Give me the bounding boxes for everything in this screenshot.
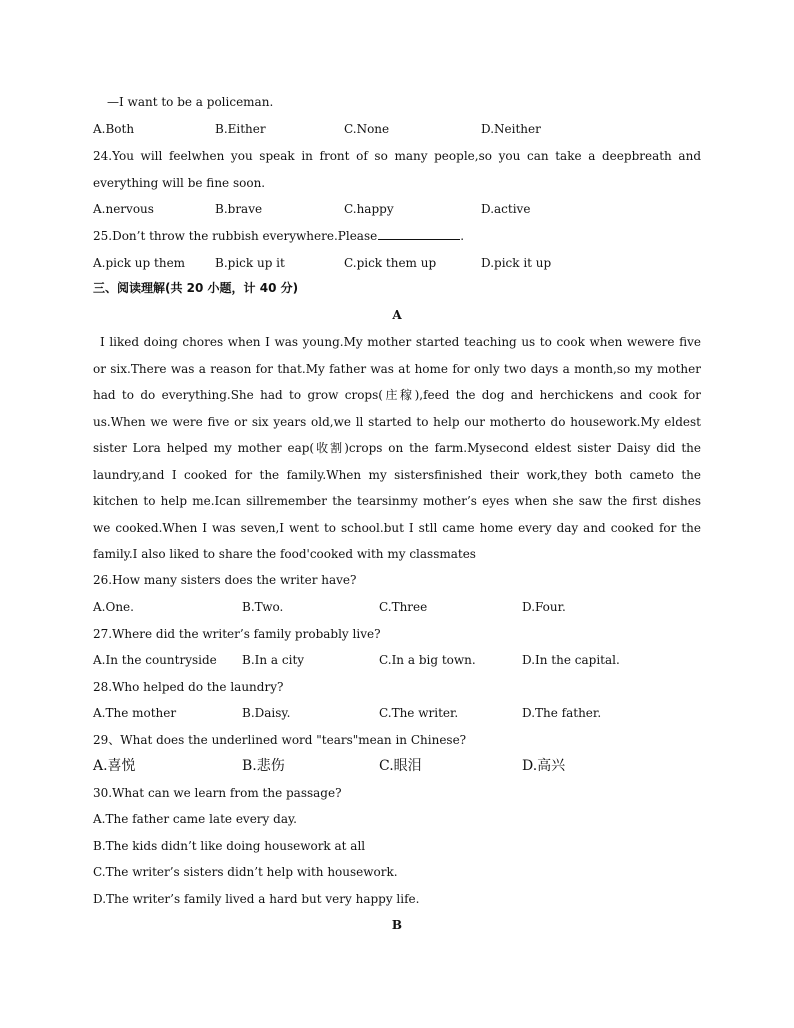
q23-option-b: B.Either <box>215 122 266 136</box>
q29-option-b: B.悲伤 <box>242 758 285 774</box>
q30-option-c: C.The writer’s sisters didn’t help with housework. <box>93 865 398 879</box>
q26-option-d: D.Four. <box>522 600 566 614</box>
q27-option-b: B.In a city <box>242 653 305 667</box>
q24-stem-line-2: everything will be fine soon. <box>93 176 266 190</box>
q25-stem-prefix: 25.Don’t throw the rubbish everywhere.Please <box>93 229 378 243</box>
passage-line-7: kitchen to help me.Ican sillremember the tearsinmy mother’s eyes when she saw the first dishes <box>93 494 701 508</box>
q25-option-b: B.pick up it <box>215 256 285 270</box>
q29-option-c: C.眼泪 <box>379 758 422 774</box>
q29-stem: 29、What does the underlined word "tears"mean in Chinese? <box>93 733 467 747</box>
q25-option-a: A.pick up them <box>93 256 186 270</box>
q23-option-c: C.None <box>344 122 390 136</box>
q25-option-c: C.pick them up <box>344 256 437 270</box>
passage-line-9: family.I also liked to share the food'cooked with my classmates <box>93 547 476 561</box>
q23-answer-line: —I want to be a policeman. <box>107 95 274 109</box>
q28-option-c: C.The writer. <box>379 706 459 720</box>
q27-option-d: D.In the capital. <box>522 653 620 667</box>
passage-line-2: or six.There was a reason for that.My father was at home for only two days a month,so my mother <box>93 362 701 376</box>
q30-option-a: A.The father came late every day. <box>93 812 297 826</box>
q24-option-c: C.happy <box>344 202 394 216</box>
passage-line-4: us.When we were five or six years old,we ll started to help our motherto do housework.My eldest <box>93 415 701 429</box>
passage-line-1: I liked doing chores when I was young.My mother started teaching us to cook when wewere five <box>100 335 701 349</box>
q27-option-a: A.In the countryside <box>93 653 217 667</box>
q29-option-d: D.高兴 <box>522 758 566 774</box>
q25-stem <box>93 228 464 244</box>
q29-option-a: A.喜悦 <box>93 758 136 774</box>
q27-stem: 27.Where did the writer’s family probably live? <box>93 627 381 641</box>
q30-option-d: D.The writer’s family lived a hard but very happy life. <box>93 892 420 906</box>
q26-option-c: C.Three <box>379 600 428 614</box>
q25-answer-blank <box>378 228 460 240</box>
q28-stem: 28.Who helped do the laundry? <box>93 680 284 694</box>
q27-option-c: C.In a big town. <box>379 653 476 667</box>
q30-option-b: B.The kids didn’t like doing housework at all <box>93 839 366 853</box>
passage-line-6: laundry,and I cooked for the family.When my sistersfinished their work,they both cameto the <box>93 468 701 482</box>
section-heading: 三、阅读理解(共 20 小题，计 40 分) <box>93 281 299 295</box>
q25-option-d: D.pick it up <box>481 256 552 270</box>
q26-option-a: A.One. <box>93 600 134 614</box>
q28-option-d: D.The father. <box>522 706 602 720</box>
q24-option-a: A.nervous <box>93 202 154 216</box>
q23-option-d: D.Neither <box>481 122 541 136</box>
q24-option-b: B.brave <box>215 202 263 216</box>
q28-option-b: B.Daisy. <box>242 706 291 720</box>
q24-option-d: D.active <box>481 202 531 216</box>
q30-stem: 30.What can we learn from the passage? <box>93 786 342 800</box>
q23-option-a: A.Both <box>93 122 135 136</box>
q26-stem: 26.How many sisters does the writer have? <box>93 573 357 587</box>
q28-option-a: A.The mother <box>93 706 177 720</box>
passage-line-5: sister Lora helped my mother eap(收割)crops on the farm.Mysecond eldest sister Daisy did the <box>93 441 701 455</box>
passage-line-8: we cooked.When I was seven,I went to school.but I stll came home every day and cooked for the <box>93 521 701 535</box>
part-b-label: B <box>391 918 403 932</box>
q26-option-b: B.Two. <box>242 600 284 614</box>
q24-stem-line-1: 24.You will feelwhen you speak in front of so many people,so you can take a deepbreath and <box>93 149 701 163</box>
passage-line-3: had to do everything.She had to grow crops(庄稼),feed the dog and herchickens and cook for <box>93 388 701 402</box>
part-a-label: A <box>392 308 402 322</box>
q25-stem-suffix: . <box>460 229 465 243</box>
